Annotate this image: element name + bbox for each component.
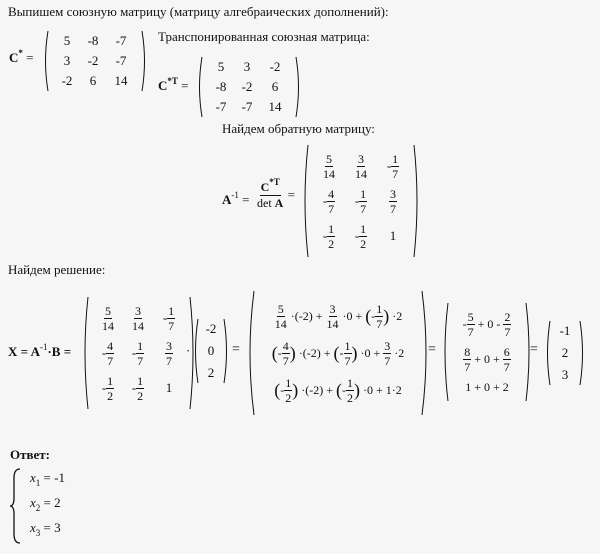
matrix-cell: -2 (61, 73, 73, 88)
heading-transposed: Транспонированная союзная матрица: (158, 29, 370, 44)
equals-2: = (428, 342, 436, 357)
transposed-matrix (196, 56, 302, 118)
inverse-matrix-2: $\frac{5}{14}$ $\frac{3}{14}$ - $\frac{1}{7}$ - $\frac{4}{7}$ - $\frac{1}{7}$ $\frac{3}{7}$ - $\frac{1}{2}$ - $\frac{1}{2}$ 1 (82, 296, 196, 410)
matrix-cell: 5 (63, 33, 71, 48)
product-expression: $\frac{5}{14}$ ·(-2) + $\frac{3}{14}$ ·0 + ( - $\frac{1}{7}$ ) ·2 ( - $\frac{4}{7}$ ) ·(-2) + ( - $\frac{1}{7}$ ) ·0 + $\frac{3}{7}$ ·2 ( - $\frac{1}{2}$ ) ·(-2) + ( - $\frac{1}{2}$ ) ·0 + 1·2 (246, 290, 430, 416)
matrix-cell: -8 (87, 33, 99, 48)
answer-brace (10, 468, 22, 544)
equals-1: = (232, 342, 240, 357)
a-inverse-label: $A^{-1}$ = (222, 190, 250, 207)
matrix-cell: -2 (241, 79, 253, 94)
matrix-cell: 14 (268, 99, 282, 114)
cofactor-matrix (42, 30, 148, 92)
inverse-matrix: $\frac{5}{14}$ $\frac{3}{14}$ - $\frac{1}{7}$ - $\frac{4}{7}$ - $\frac{1}{7}$ $\frac{3}{7}$ - $\frac{1}{2}$ - $\frac{1}{2}$ 1 (302, 144, 420, 258)
matrix-cell: 6 (89, 73, 97, 88)
matrix-cell: -1 (559, 323, 571, 338)
matrix-cell: 3 (243, 59, 251, 74)
matrix-cell: 3 (63, 53, 71, 68)
answer-item: $x_3 = 3$ (30, 520, 61, 538)
answer-label: Ответ: (10, 447, 51, 462)
matrix-cell: -2 (87, 53, 99, 68)
matrix-cell: 2 (207, 365, 215, 380)
x-equation-label: $X = A^{-1}\cdot B$ = (8, 342, 72, 359)
matrix-cell: -7 (215, 99, 227, 114)
matrix-cell: 3 (561, 367, 569, 382)
matrix-cell: 0 (207, 343, 215, 358)
inverse-formula: $\frac{C^{*T}}{\text{det A}}$ = (257, 177, 295, 210)
answer-item: $x_1 = -1$ (30, 470, 65, 488)
matrix-cell: 14 (114, 73, 128, 88)
matrix-cell: -7 (241, 99, 253, 114)
heading-cofactor: Выпишем союзную матрицу (матрицу алгебраических дополнений): (8, 4, 389, 19)
simplified-expression: - $\frac{5}{7}$ + 0 - $\frac{2}{7}$ $\frac{8}{7}$ + 0 + $\frac{6}{7}$ 1 + 0 + 2 (442, 302, 532, 402)
matrix-cell: -2 (269, 59, 281, 74)
answer-list (30, 470, 65, 545)
matrix-cell: 6 (271, 79, 279, 94)
equals-3: = (530, 342, 538, 357)
ct-star-label: $C^{*T}$ = (158, 76, 189, 93)
heading-inverse: Найдем обратную матрицу: (222, 121, 375, 136)
c-star-label: C* = (9, 48, 34, 65)
matrix-cell: -7 (115, 53, 127, 68)
matrix-cell: -7 (115, 33, 127, 48)
result-vector (544, 320, 586, 386)
b-vector (192, 318, 230, 384)
heading-solution: Найдем решение: (8, 262, 106, 277)
matrix-cell: 2 (561, 345, 569, 360)
answer-item: $x_2 = 2$ (30, 495, 61, 513)
dot-operator: · (186, 343, 191, 358)
matrix-cell: -2 (205, 321, 217, 336)
matrix-cell: -8 (215, 79, 227, 94)
matrix-cell: 5 (217, 59, 225, 74)
